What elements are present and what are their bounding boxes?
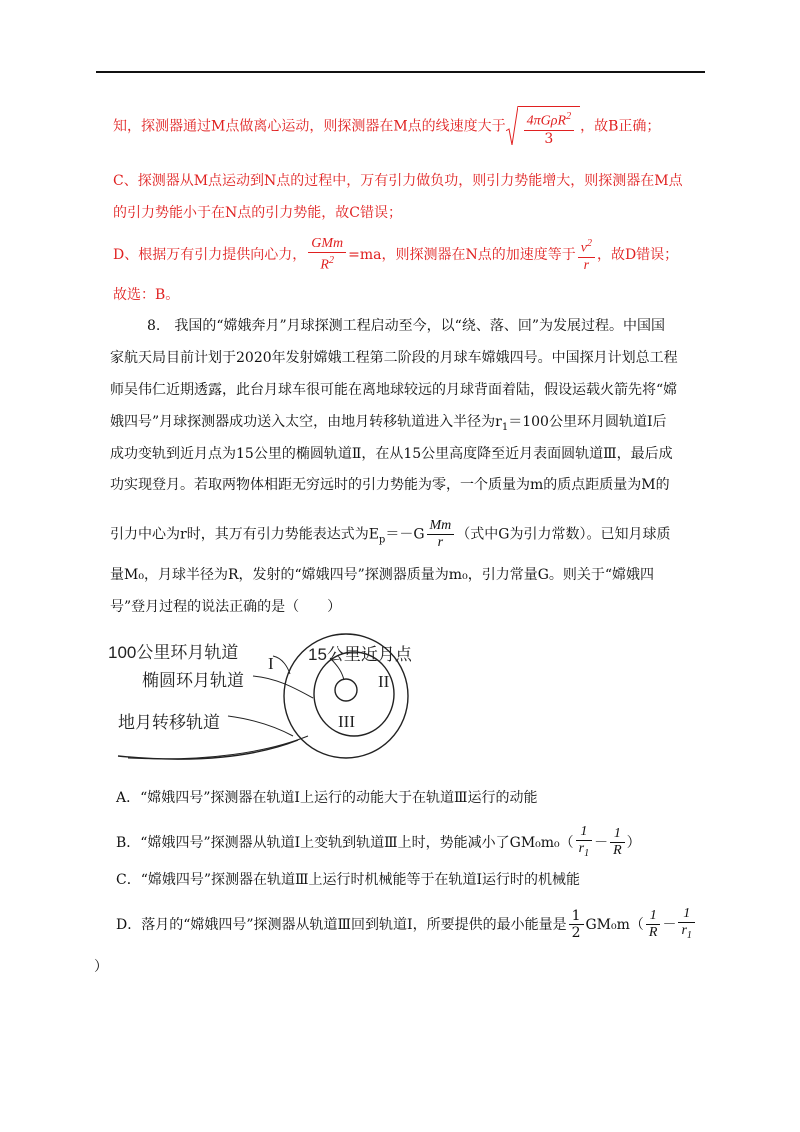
option-d: D．落月的“嫦娥四号”探测器从轨道Ⅲ回到轨道Ⅰ，所要提供的最小能量是 $\frac{1}{2}$ GM₀m（ $\frac{1}{R}$ － $\frac{1}{r_1}$	[116, 906, 697, 944]
solution-line-1: 知，探测器通过M点做离心运动，则探测器在M点的线速度大于 $\frac{4\pi G\rho R^2}{3}$ ，故B正确；	[113, 106, 660, 147]
solution-line-4: D、根据万有引力提供向心力， $\frac{\text{GMm}}{R^2}$ =ma，则探测器在N点的加速度等于 $\frac{v^2}{r}$ ，故D错误；	[113, 236, 679, 273]
question-line-9: 号”登月过程的说法正确的是（ ）	[110, 599, 342, 615]
option-d-tail: ）	[94, 959, 108, 975]
label-roman-1: I	[268, 654, 274, 673]
question-line-8: 量M₀，月球半径为R，发射的“嫦娥四号”探测器质量为m₀，引力常量G。则关于“嫦娥四	[110, 567, 655, 583]
leader-orbit1	[273, 656, 290, 674]
label-orbit1: 100公里环月轨道	[108, 643, 239, 662]
option-c: C．“嫦娥四号”探测器在轨道Ⅲ上运行时机械能等于在轨道Ⅰ运行时的机械能	[116, 872, 581, 888]
question-line-5: 成功变轨到近月点为15公里的椭圆轨道Ⅱ，在从15公里高度降至近月表面圆轨道Ⅲ，最后成	[110, 446, 673, 462]
leader-ellipse	[253, 676, 313, 698]
option-b: B．“嫦娥四号”探测器从轨道Ⅰ上变轨到轨道Ⅲ上时，势能减小了GM₀m₀（ $\frac{1}{r_1}$ － $\frac{1}{R}$ ）	[116, 824, 641, 859]
label-transfer: 地月转移轨道	[118, 713, 220, 732]
orbit-diagram	[108, 628, 438, 768]
question-line-2: 家航天局目前计划于2020年发射嫦娥工程第二阶段的月球车嫦娥四号。中国探月计划总工程	[110, 350, 678, 366]
question-line-7: 引力中心为r时，其万有引力势能表达式为$E_p=-G$ $\frac{Mm}{r}$ （式中G为引力常数）。已知月球质	[110, 518, 671, 550]
sqrt-expression: $\frac{4\pi G\rho R^2}{3}$	[506, 106, 580, 147]
solution-line-3: 的引力势能小于在N点的引力势能，故C错误；	[113, 205, 402, 221]
question-line-1: 8. 我国的“嫦娥奔月”月球探测工程启动至今，以“绕、落、回”为发展过程。中国国	[147, 318, 665, 334]
solution-line-2: C、探测器从M点运动到N点的过程中，万有引力做负功，则引力势能增大，则探测器在M点	[113, 173, 683, 189]
question-line-6: 功实现登月。若取两物体相距无穷远时的引力势能为零，一个质量为m的质点距质量为M的	[110, 477, 670, 493]
label-roman-3: III	[338, 712, 355, 731]
label-ellipse: 椭圆环月轨道	[142, 671, 244, 690]
header-rule	[96, 71, 705, 73]
leader-transfer	[228, 716, 293, 736]
solution-answer: 故选：B。	[113, 287, 180, 303]
question-line-3: 师吴伟仁近期透露，此台月球车很可能在离地球较远的月球背面着陆，假设运载火箭先将“嫦	[110, 382, 678, 398]
transfer-orbit-inner	[128, 736, 308, 759]
transfer-orbit	[118, 740, 298, 759]
orbit-circle-3	[335, 679, 357, 701]
option-a: A．“嫦娥四号”探测器在轨道Ⅰ上运行的动能大于在轨道Ⅲ运行的动能	[116, 790, 538, 806]
label-perilune: 15公里近月点	[308, 645, 412, 664]
label-roman-2: II	[378, 672, 390, 691]
question-line-4: 娥四号”月球探测器成功送入太空，由地月转移轨道进入半径为$r_1=100$公里环月圆轨道Ⅰ后	[110, 414, 667, 433]
